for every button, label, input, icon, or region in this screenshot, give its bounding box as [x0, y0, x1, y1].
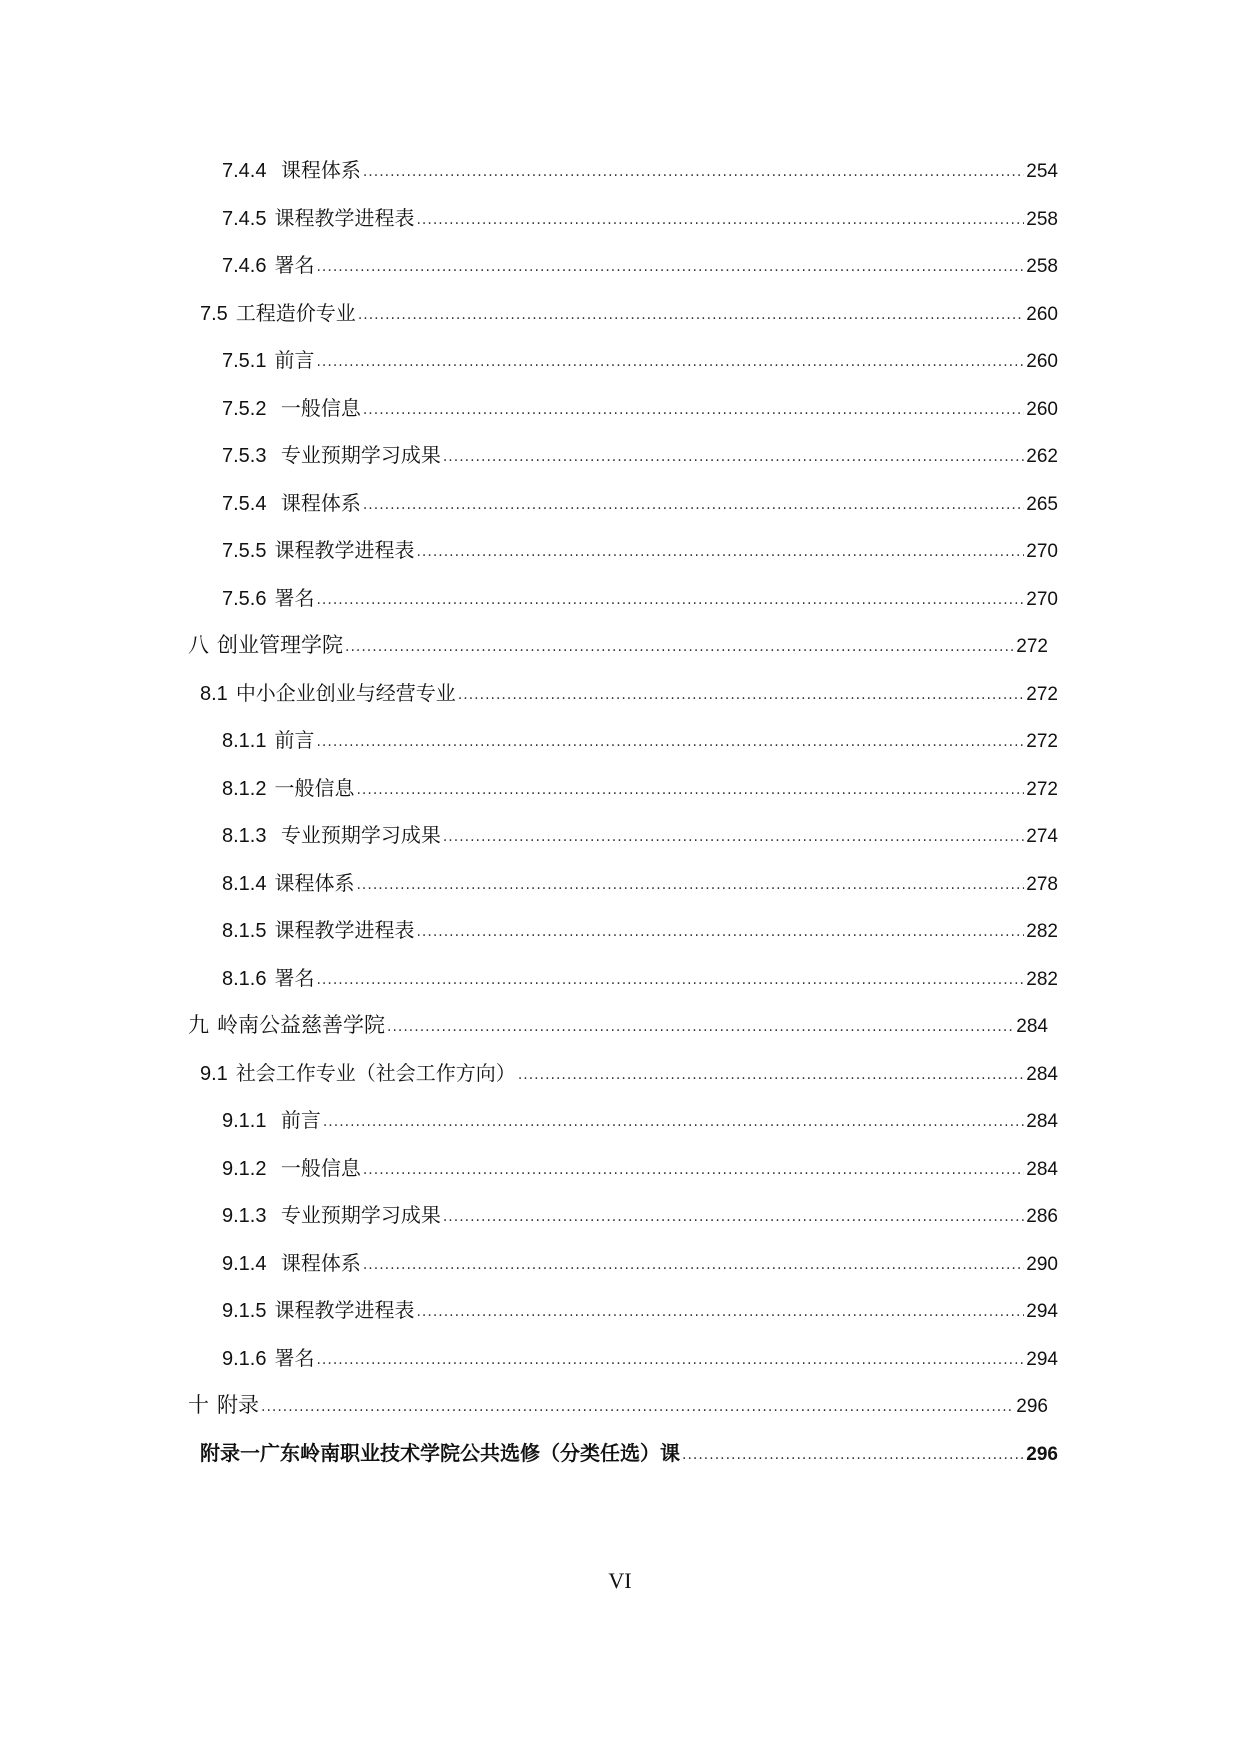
toc-entry-title: 前言	[274, 728, 315, 753]
toc-entry-label	[222, 1104, 321, 1133]
toc-entry-page: 260	[1026, 351, 1058, 373]
dot-leader	[316, 354, 1024, 370]
toc-entry-title: 专业预期学习成果	[274, 1203, 441, 1228]
toc-entry-number: 7.4.5	[222, 207, 267, 230]
toc-entry-page: 262	[1026, 446, 1058, 468]
toc-entry-number: 7.4.4	[222, 160, 267, 183]
dot-leader	[356, 782, 1024, 798]
dot-leader	[316, 734, 1024, 750]
toc-entry-title: 附录	[217, 1392, 259, 1417]
toc-entry[interactable]	[0, 1143, 1240, 1191]
toc-entry-page: 272	[1026, 778, 1058, 800]
toc-entry-label	[222, 1342, 314, 1371]
toc-entry-label	[188, 1389, 259, 1419]
toc-entry-page: 270	[1026, 541, 1058, 563]
dot-leader	[363, 1162, 1024, 1178]
toc-entry-page: 284	[1026, 1111, 1058, 1133]
toc-entry-title: 课程体系	[274, 1250, 361, 1275]
toc-entry-page: 258	[1026, 256, 1058, 278]
dot-leader	[443, 1209, 1024, 1225]
dot-leader	[416, 544, 1024, 560]
toc-entry[interactable]	[0, 478, 1240, 526]
toc-entry-page: 272	[1016, 635, 1048, 657]
toc-entry-page: 265	[1026, 493, 1058, 515]
toc-entry-page: 282	[1026, 968, 1058, 990]
toc-entry-label	[222, 1152, 361, 1181]
toc-entry-title: 社会工作专业（社会工作方向）	[235, 1060, 516, 1085]
toc-entry-number: 7.5.3	[222, 445, 267, 468]
dot-leader	[416, 1304, 1024, 1320]
toc-entry-page: 260	[1026, 398, 1058, 420]
toc-entry-title: 课程教学进程表	[274, 1298, 415, 1323]
toc-entry-number: 8.1.1	[222, 730, 267, 753]
toc-entry-title: 署名	[274, 1345, 315, 1370]
toc-entry-title: 署名	[274, 585, 315, 610]
toc-entry-number: 7.5	[200, 302, 228, 325]
toc-entry-label	[222, 1247, 361, 1276]
toc-entry-label	[222, 392, 361, 421]
toc-entry-number: 9.1.6	[222, 1347, 267, 1370]
toc-entry-number: 8.1.3	[222, 825, 267, 848]
dot-leader	[416, 924, 1024, 940]
dot-leader	[316, 259, 1024, 275]
toc-entry-label	[222, 534, 414, 563]
toc-entry-number: 9.1.4	[222, 1252, 267, 1275]
toc-entry-label	[200, 297, 356, 326]
toc-entry[interactable]	[0, 810, 1240, 858]
toc-entry-title: 课程教学进程表	[274, 538, 415, 563]
toc-entry-page: 290	[1026, 1253, 1058, 1275]
toc-entry-title: 专业预期学习成果	[274, 823, 441, 848]
toc-entry[interactable]	[0, 1238, 1240, 1286]
toc-entry-label	[222, 439, 441, 468]
toc-entry-number: 9.1.1	[222, 1110, 267, 1133]
page-number: VI	[608, 1568, 632, 1593]
toc-entry-title: 前言	[274, 1108, 321, 1133]
toc-entry-title: 署名	[274, 253, 315, 278]
toc-entry-page: 258	[1026, 208, 1058, 230]
toc-entry[interactable]	[0, 668, 1240, 716]
dot-leader	[356, 877, 1024, 893]
toc-entry-number: 9.1.5	[222, 1300, 267, 1323]
toc-entry[interactable]	[0, 905, 1240, 953]
dot-leader	[458, 687, 1024, 703]
dot-leader	[358, 307, 1024, 323]
toc-entry-number: 8.1.4	[222, 872, 267, 895]
toc-entry-label	[222, 487, 361, 516]
toc-entry-title: 课程教学进程表	[274, 205, 415, 230]
dot-leader	[443, 829, 1024, 845]
toc-entry-number: 8.1.5	[222, 920, 267, 943]
toc-entry-page: 296	[1016, 1395, 1048, 1417]
dot-leader	[363, 497, 1024, 513]
dot-leader	[316, 592, 1024, 608]
toc-entry-page: 278	[1026, 873, 1058, 895]
dot-leader	[345, 639, 1014, 655]
dot-leader	[316, 972, 1024, 988]
toc-entry-title: 工程造价专业	[235, 300, 356, 325]
toc-entry-label	[222, 344, 314, 373]
toc-entry-page: 284	[1026, 1063, 1058, 1085]
toc-entry-page: 294	[1026, 1301, 1058, 1323]
toc-entry-label	[200, 1057, 516, 1086]
toc-entry-label	[222, 914, 414, 943]
dot-leader	[363, 1257, 1024, 1273]
toc-entry-page: 274	[1026, 826, 1058, 848]
toc-entry[interactable]	[0, 145, 1240, 193]
toc-entry-number: 9.1	[200, 1062, 228, 1085]
toc-entry[interactable]	[0, 1428, 1240, 1476]
toc-entry[interactable]	[0, 1000, 1240, 1048]
toc-entry-title: 课程体系	[274, 870, 355, 895]
toc-entry-label	[222, 1294, 414, 1323]
toc-entry[interactable]	[0, 953, 1240, 1001]
toc-entry-title: 附录一广东岭南职业技术学院公共选修（分类任选）课	[200, 1440, 680, 1465]
toc-entry-label	[200, 1437, 680, 1466]
toc-entry-number: 7.5.1	[222, 350, 267, 373]
toc-entry-label	[222, 724, 314, 753]
toc-entry-title: 一般信息	[274, 775, 355, 800]
toc-entry[interactable]	[0, 620, 1240, 668]
toc-entry-title: 课程体系	[274, 158, 361, 183]
toc-entry-page: 260	[1026, 303, 1058, 325]
toc-entry[interactable]	[0, 1190, 1240, 1238]
dot-leader	[363, 402, 1024, 418]
dot-leader	[261, 1399, 1014, 1415]
toc-entry-title: 一般信息	[274, 1155, 361, 1180]
dot-leader	[316, 1352, 1024, 1368]
toc-entry[interactable]	[0, 430, 1240, 478]
toc-entry[interactable]	[0, 763, 1240, 811]
toc-entry-number: 9.1.2	[222, 1157, 267, 1180]
toc-entry-title: 创业管理学院	[217, 632, 343, 657]
table-of-contents	[0, 145, 1240, 1475]
toc-entry-number: 8.1.2	[222, 777, 267, 800]
toc-entry-number: 十	[188, 1393, 209, 1417]
toc-entry-label	[222, 202, 414, 231]
dot-leader	[518, 1067, 1024, 1083]
toc-entry[interactable]	[0, 288, 1240, 336]
toc-entry-number: 7.4.6	[222, 255, 267, 278]
toc-entry-title: 课程教学进程表	[274, 918, 415, 943]
toc-entry-title: 岭南公益慈善学院	[217, 1012, 385, 1037]
toc-entry-number: 8.1.6	[222, 967, 267, 990]
toc-entry-number: 九	[188, 1013, 209, 1037]
toc-entry-page: 270	[1026, 588, 1058, 610]
toc-entry-number: 7.5.4	[222, 492, 267, 515]
toc-entry-number: 8.1	[200, 682, 228, 705]
toc-entry[interactable]	[0, 858, 1240, 906]
toc-entry-label	[222, 154, 361, 183]
dot-leader	[443, 449, 1024, 465]
toc-entry[interactable]	[0, 1095, 1240, 1143]
toc-entry-number: 9.1.3	[222, 1205, 267, 1228]
toc-entry-label	[222, 819, 441, 848]
toc-entry[interactable]	[0, 335, 1240, 383]
dot-leader	[416, 212, 1024, 228]
toc-entry-title: 署名	[274, 965, 315, 990]
toc-entry[interactable]	[0, 383, 1240, 431]
dot-leader	[387, 1019, 1014, 1035]
toc-entry-label	[222, 962, 314, 991]
toc-entry[interactable]	[0, 1380, 1240, 1428]
dot-leader	[363, 164, 1024, 180]
toc-entry-page: 254	[1026, 161, 1058, 183]
toc-entry-page: 272	[1026, 683, 1058, 705]
toc-entry-page: 294	[1026, 1348, 1058, 1370]
toc-entry-number: 八	[188, 633, 209, 657]
toc-entry-title: 前言	[274, 348, 315, 373]
toc-entry-label	[222, 772, 354, 801]
dot-leader	[323, 1114, 1024, 1130]
toc-entry-page: 282	[1026, 921, 1058, 943]
toc-entry-label	[222, 867, 354, 896]
toc-entry[interactable]	[0, 193, 1240, 241]
toc-entry-number: 7.5.6	[222, 587, 267, 610]
toc-entry-title: 一般信息	[274, 395, 361, 420]
toc-entry-number: 7.5.5	[222, 540, 267, 563]
toc-entry-label	[188, 1009, 385, 1039]
toc-entry-label	[222, 249, 314, 278]
toc-entry[interactable]	[0, 1048, 1240, 1096]
toc-entry-page: 296	[1026, 1443, 1058, 1465]
toc-entry-page: 284	[1026, 1158, 1058, 1180]
toc-entry[interactable]	[0, 1285, 1240, 1333]
toc-entry-number: 7.5.2	[222, 397, 267, 420]
toc-entry-label	[222, 1199, 441, 1228]
toc-entry[interactable]	[0, 240, 1240, 288]
toc-entry-title: 中小企业创业与经营专业	[235, 680, 456, 705]
dot-leader	[682, 1447, 1024, 1463]
toc-entry[interactable]	[0, 715, 1240, 763]
toc-entry-title: 专业预期学习成果	[274, 443, 441, 468]
toc-entry-page: 286	[1026, 1206, 1058, 1228]
toc-entry[interactable]	[0, 573, 1240, 621]
toc-entry-page: 284	[1016, 1015, 1048, 1037]
toc-entry-label	[188, 629, 343, 659]
toc-entry-label	[200, 677, 456, 706]
toc-entry[interactable]	[0, 1333, 1240, 1381]
toc-entry-title: 课程体系	[274, 490, 361, 515]
toc-entry-label	[222, 582, 314, 611]
toc-entry-page: 272	[1026, 731, 1058, 753]
toc-entry[interactable]	[0, 525, 1240, 573]
